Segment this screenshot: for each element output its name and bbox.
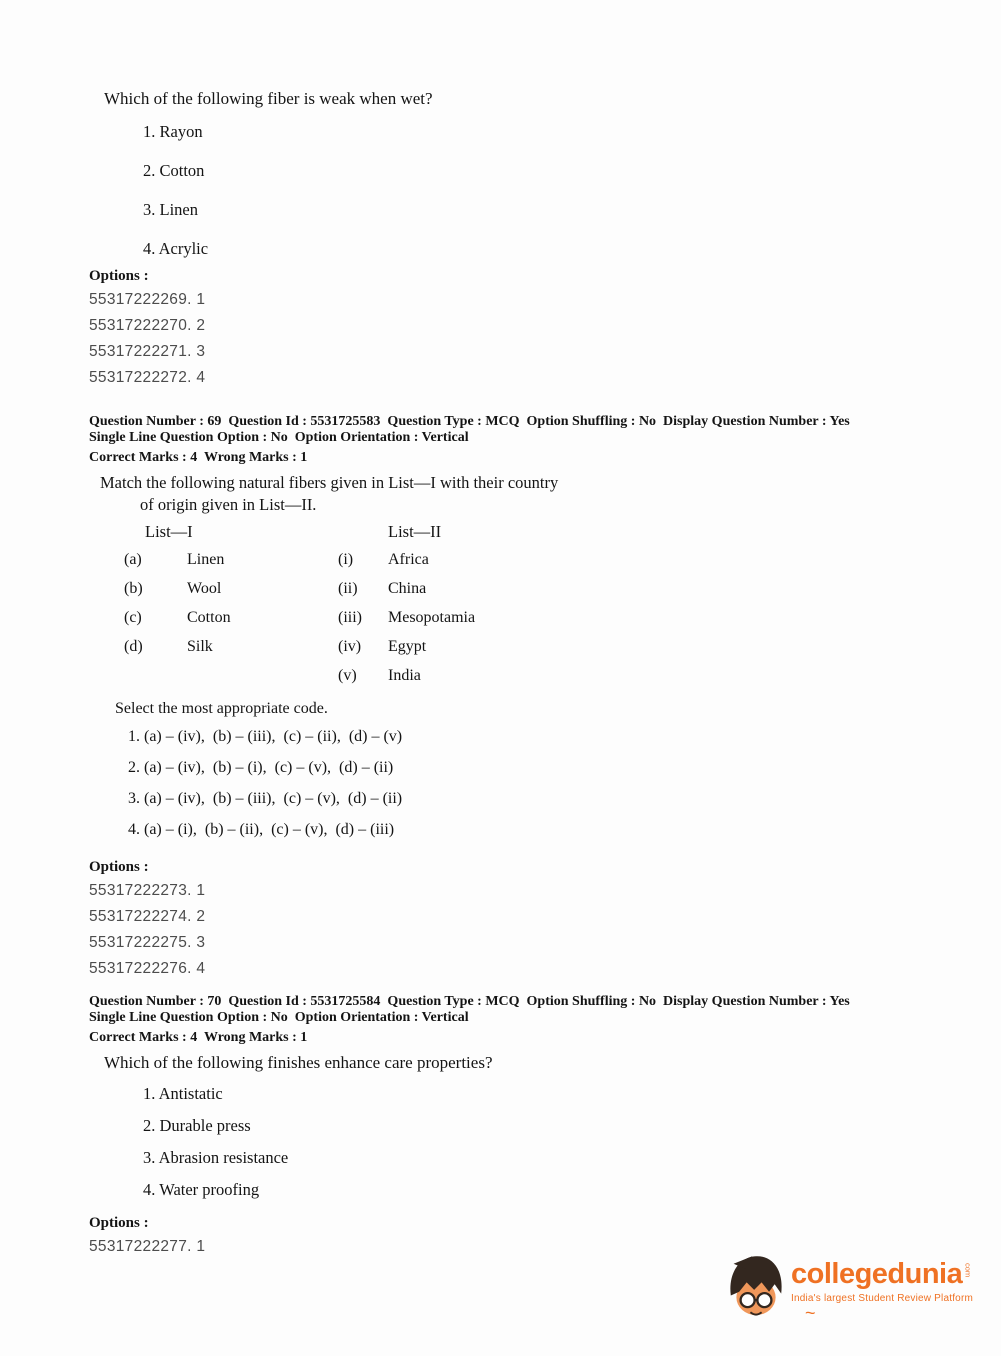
question-meta-line1: Question Number : 69 Question Id : 5531725583 Question Type : MCQ Option Shuffling : No Display Question Number : Yes: [89, 414, 850, 429]
code-choice: 2. (a) – (iv), (b) – (i), (c) – (v), (d) – (ii): [128, 759, 394, 776]
code-choice: 4. (a) – (i), (b) – (ii), (c) – (v), (d) – (iii): [128, 821, 395, 838]
option-id: 55317222270. 2: [89, 317, 206, 334]
match-cell-left-label: (c): [124, 609, 142, 626]
option-id: 55317222269. 1: [89, 291, 206, 308]
select-code-instruction: Select the most appropriate code.: [115, 700, 328, 717]
match-cell-right-item: India: [388, 667, 421, 684]
collegedunia-mascot-icon: [728, 1254, 784, 1322]
list2-header: List—II: [388, 522, 442, 541]
match-cell-left-label: (d): [124, 638, 143, 655]
match-cell-right-item: Mesopotamia: [388, 609, 476, 626]
match-cell-left-item: Wool: [187, 580, 222, 597]
question-text: Which of the following finishes enhance care properties?: [104, 1053, 493, 1072]
match-cell-right-label: (iii): [338, 609, 362, 626]
choice-item: 1. Rayon: [143, 122, 203, 141]
question-marks-line: Correct Marks : 4 Wrong Marks : 1: [89, 450, 308, 465]
match-row: [124, 666, 1001, 695]
match-cell-right-label: (iv): [338, 638, 362, 655]
question-block-prev: [0, 88, 1001, 391]
match-row: [124, 550, 1001, 579]
match-cell-left-label: [124, 666, 187, 695]
question-marks-line: Correct Marks : 4 Wrong Marks : 1: [89, 1030, 308, 1045]
options-label: Options :: [89, 1215, 149, 1231]
question-meta-line2: Single Line Question Option : No Option Orientation : Vertical: [89, 1010, 469, 1025]
option-id: 55317222274. 2: [89, 908, 206, 925]
question-text: Which of the following fiber is weak when wet?: [104, 89, 433, 108]
match-cell-right-item: Africa: [388, 551, 429, 568]
choice-list: [143, 1084, 1001, 1200]
choice-item: 4. Acrylic: [143, 239, 209, 258]
match-cell-left-item: [187, 666, 338, 695]
match-cell-right-label: (ii): [338, 580, 358, 597]
code-choice: 1. (a) – (iv), (b) – (iii), (c) – (ii), (d) – (v): [128, 728, 403, 745]
match-cell-right-item: Egypt: [388, 638, 427, 655]
choice-item: 2. Durable press: [143, 1116, 251, 1135]
brand-tagline: India's largest Student Review Platform: [790, 1293, 973, 1304]
match-list-headers: [0, 518, 1001, 548]
question-text-line1: Match the following natural fibers given in List—I with their country: [100, 473, 559, 492]
code-choice-list: [128, 726, 1001, 850]
option-id: 55317222272. 4: [89, 369, 206, 386]
option-id: 55317222271. 3: [89, 343, 206, 360]
match-cell-left-item: Silk: [187, 638, 213, 655]
option-id: 55317222273. 1: [89, 882, 206, 899]
match-cell-left-label: (a): [124, 551, 142, 568]
choice-list: [143, 122, 1001, 259]
option-id: 55317222276. 4: [89, 960, 206, 977]
option-id: 55317222277. 1: [89, 1238, 206, 1255]
match-cell-left-item: Linen: [187, 551, 225, 568]
match-cell-right-label: (v): [338, 667, 357, 684]
option-id-list: [89, 287, 1001, 391]
choice-item: 2. Cotton: [143, 161, 205, 180]
option-id: 55317222275. 3: [89, 934, 206, 951]
match-table: [0, 550, 1001, 695]
choice-item: 3. Abrasion resistance: [143, 1148, 289, 1167]
choice-item: 4. Water proofing: [143, 1180, 260, 1199]
code-choice: 3. (a) – (iv), (b) – (iii), (c) – (v), (d) – (ii): [128, 790, 403, 807]
match-cell-left-label: (b): [124, 580, 143, 597]
question-meta-line2: Single Line Question Option : No Option Orientation : Vertical: [89, 430, 469, 445]
brand-text-block: [790, 1258, 973, 1323]
choice-item: 3. Linen: [143, 200, 198, 219]
brand-name-row: [791, 1258, 973, 1290]
list1-header: List—I: [145, 522, 193, 541]
choice-item: 1. Antistatic: [143, 1084, 223, 1103]
collegedunia-logo[interactable]: [728, 1254, 973, 1322]
match-cell-right-item: China: [388, 580, 427, 597]
match-cell-right-label: (i): [338, 551, 354, 568]
brand-name: collegedunia: [790, 1258, 963, 1290]
brand-suffix: com: [963, 1263, 973, 1278]
options-label: Options :: [89, 859, 149, 875]
question-block-69: [0, 414, 1001, 982]
question-block-70: [0, 994, 1001, 1260]
options-label: Options :: [89, 268, 149, 284]
match-row: [124, 637, 1001, 666]
match-cell-left-item: Cotton: [187, 609, 231, 626]
match-row: [124, 608, 1001, 637]
match-row: [124, 579, 1001, 608]
option-id-list: [89, 878, 1001, 982]
question-text-line2: of origin given in List—II.: [140, 495, 317, 514]
brand-swoosh-decoration: ~: [804, 1303, 816, 1323]
question-meta-line1: Question Number : 70 Question Id : 5531725584 Question Type : MCQ Option Shuffling : No Display Question Number : Yes: [89, 994, 850, 1009]
